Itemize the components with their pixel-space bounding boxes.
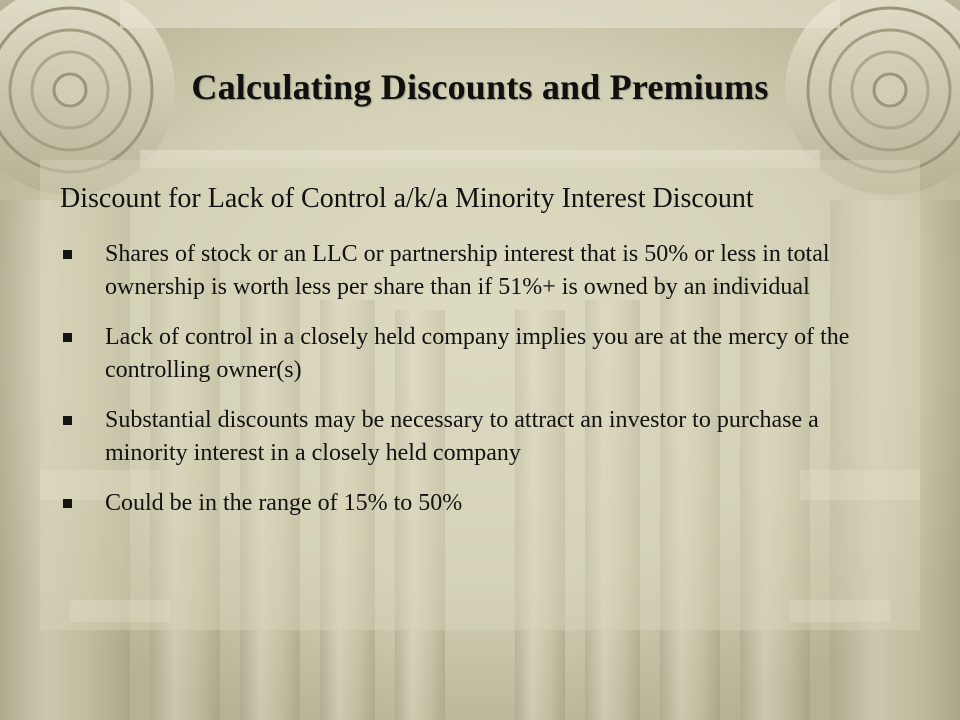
square-bullet-icon xyxy=(63,250,72,259)
slide-body xyxy=(60,178,900,537)
list-item xyxy=(60,238,900,304)
bullet-text: Substantial discounts may be necessary to attract an investor to purchase a minority interest in a closely held company xyxy=(105,407,819,466)
list-item xyxy=(60,321,900,387)
bullet-text: Could be in the range of 15% to 50% xyxy=(105,490,463,516)
list-item xyxy=(60,487,900,520)
bullet-list xyxy=(60,238,900,520)
bullet-text: Shares of stock or an LLC or partnership interest that is 50% or less in total ownership is worth less per share than if 51%+ is owned by an individual xyxy=(105,241,830,300)
section-heading: Discount for Lack of Control a/k/a Minority Interest Discount xyxy=(60,183,754,214)
list-item xyxy=(60,404,900,470)
square-bullet-icon xyxy=(63,416,72,425)
square-bullet-icon xyxy=(63,333,72,342)
square-bullet-icon xyxy=(63,499,72,508)
bullet-text: Lack of control in a closely held company implies you are at the mercy of the controlling owner(s) xyxy=(105,324,850,383)
slide-title: Calculating Discounts and Premiums xyxy=(191,67,769,107)
